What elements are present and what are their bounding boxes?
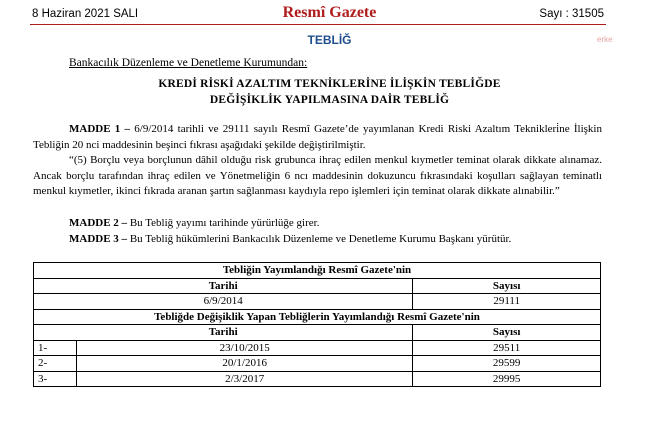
section-label: TEBLİĞ xyxy=(307,33,352,47)
row-index: 3- xyxy=(34,371,77,387)
publication-history-table xyxy=(33,262,601,387)
amended-paragraph-quote: “(5) Borçlu veya borçlunun dâhil olduğu risk grubunca ihraç edilen menkul kıymetler teminat olarak dikkate alınamaz. Ancak borçlu tarafından ihraç edilen ve Yönetmeliğin 6 ncı maddesinin dokuzuncu fıkrasındaki koşulları sağlayan teminatlı menkul kıymetler, ikinci fıkrada aranan şartın sağlanması kaydıyla repo işlemleri için teminat olarak dikkate alınabilir.” xyxy=(33,154,602,198)
article-1 xyxy=(33,122,602,153)
column-header-date: Tarihi xyxy=(34,325,413,341)
row-date: 23/10/2015 xyxy=(77,340,413,356)
row-index: 2- xyxy=(34,356,77,372)
article-1-text: 6/9/2014 tarihli ve 29111 sayılı Resmî Gazete’de yayımlanan Kredi Riski Azaltım Teknikleri̇ne İlişkin Tebliğin 20 nci maddesinin beşinci fıkrası aşağıdaki şekilde değiştirilmiştir. xyxy=(33,123,602,151)
table-row xyxy=(34,340,601,356)
row-number: 29599 xyxy=(413,356,601,372)
row-number: 29995 xyxy=(413,371,601,387)
column-header-number: Sayısı xyxy=(413,325,601,341)
header-divider xyxy=(30,24,606,25)
row-date: 2/3/2017 xyxy=(77,371,413,387)
gazette-issue-number: Sayı : 31505 xyxy=(539,8,604,20)
article-3 xyxy=(33,232,602,248)
gazette-title: Resmî Gazete xyxy=(282,4,377,21)
row-index: 1- xyxy=(34,340,77,356)
column-header-date: Tarihi xyxy=(34,278,413,294)
gazette-date: 8 Haziran 2021 SALI xyxy=(32,8,139,20)
table-row xyxy=(34,294,601,310)
table-header-row xyxy=(34,309,601,325)
article-3-text: Bu Tebliğ hükümlerini Bankacılık Düzenleme ve Denetleme Kurumu Başkanı yürütür. xyxy=(127,233,512,245)
table-column-header-row xyxy=(34,325,601,341)
original-date: 6/9/2014 xyxy=(34,294,413,310)
article-1-label: MADDE 1 – xyxy=(69,123,131,135)
column-header-number: Sayısı xyxy=(413,278,601,294)
article-3-label: MADDE 3 – xyxy=(69,233,128,245)
original-number: 29111 xyxy=(413,294,601,310)
table-row xyxy=(34,356,601,372)
table-header-row xyxy=(34,263,601,279)
article-2-text: Bu Tebliğ yayımı tarihinde yürürlüğe girer. xyxy=(127,217,320,229)
article-2-label: MADDE 2 – xyxy=(69,217,128,229)
table-row xyxy=(34,371,601,387)
original-publication-header: Tebliğin Yayımlandığı Resmî Gazete'nin xyxy=(34,263,601,279)
row-number: 29511 xyxy=(413,340,601,356)
table-column-header-row xyxy=(34,278,601,294)
document-title-line-1: KREDİ RİSKİ AZALTIM TEKNİKLERİNE İLİŞKİN TEBLİĞDE xyxy=(158,78,501,90)
row-date: 20/1/2016 xyxy=(77,356,413,372)
article-2 xyxy=(33,216,602,232)
amendments-header: Tebliğde Değişiklik Yapan Tebliğlerin Yayımlandığı Resmî Gazete'nin xyxy=(34,309,601,325)
issuing-authority: Bankacılık Düzenleme ve Denetleme Kurumundan: xyxy=(69,57,308,69)
watermark-stamp: erke xyxy=(597,35,613,44)
document-title-line-2: DEĞİŞİKLİK YAPILMASINA DAİR TEBLİĞ xyxy=(209,94,450,106)
